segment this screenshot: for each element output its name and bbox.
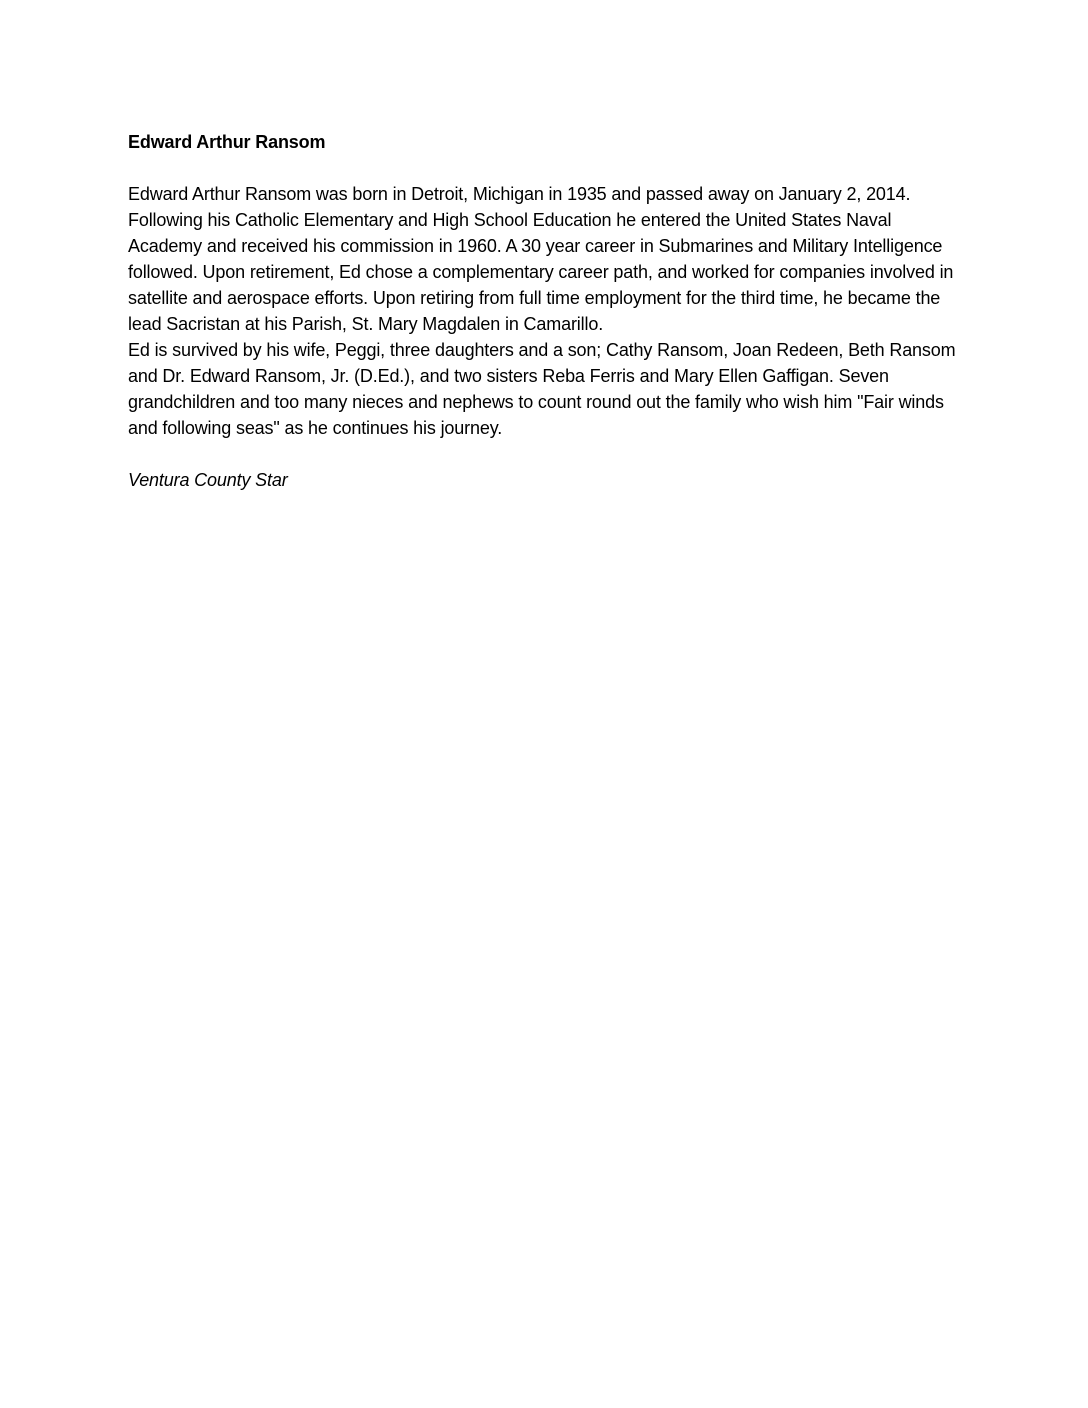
document-body (128, 129, 968, 493)
paragraph-survivors: Ed is survived by his wife, Peggi, three daughters and a son; Cathy Ransom, Joan Redeen, Beth Ransom and Dr. Edward Ransom, Jr. (D.Ed.), and two sisters Reba Ferris and Mary Ellen Gaffigan. Seven grandchildren and too many nieces and nephews to count round out the family who wish him "Fair winds and following seas" as he continues his journey. (128, 340, 956, 438)
source-attribution: Ventura County Star (128, 470, 288, 490)
paragraph-career: Following his Catholic Elementary and High School Education he entered the United States Naval Academy and received his commission in 1960. A 30 year career in Submarines and Military Intelligence followed. Upon retirement, Ed chose a complementary career path, and worked for companies involved in satellite and aerospace efforts. Upon retiring from full time employment for the third time, he became the lead Sacristan at his Parish, St. Mary Magdalen in Camarillo. (128, 210, 954, 334)
document-title: Edward Arthur Ransom (128, 132, 326, 152)
paragraph-birth-death: Edward Arthur Ransom was born in Detroit, Michigan in 1935 and passed away on January 2, 2014. (128, 184, 911, 204)
